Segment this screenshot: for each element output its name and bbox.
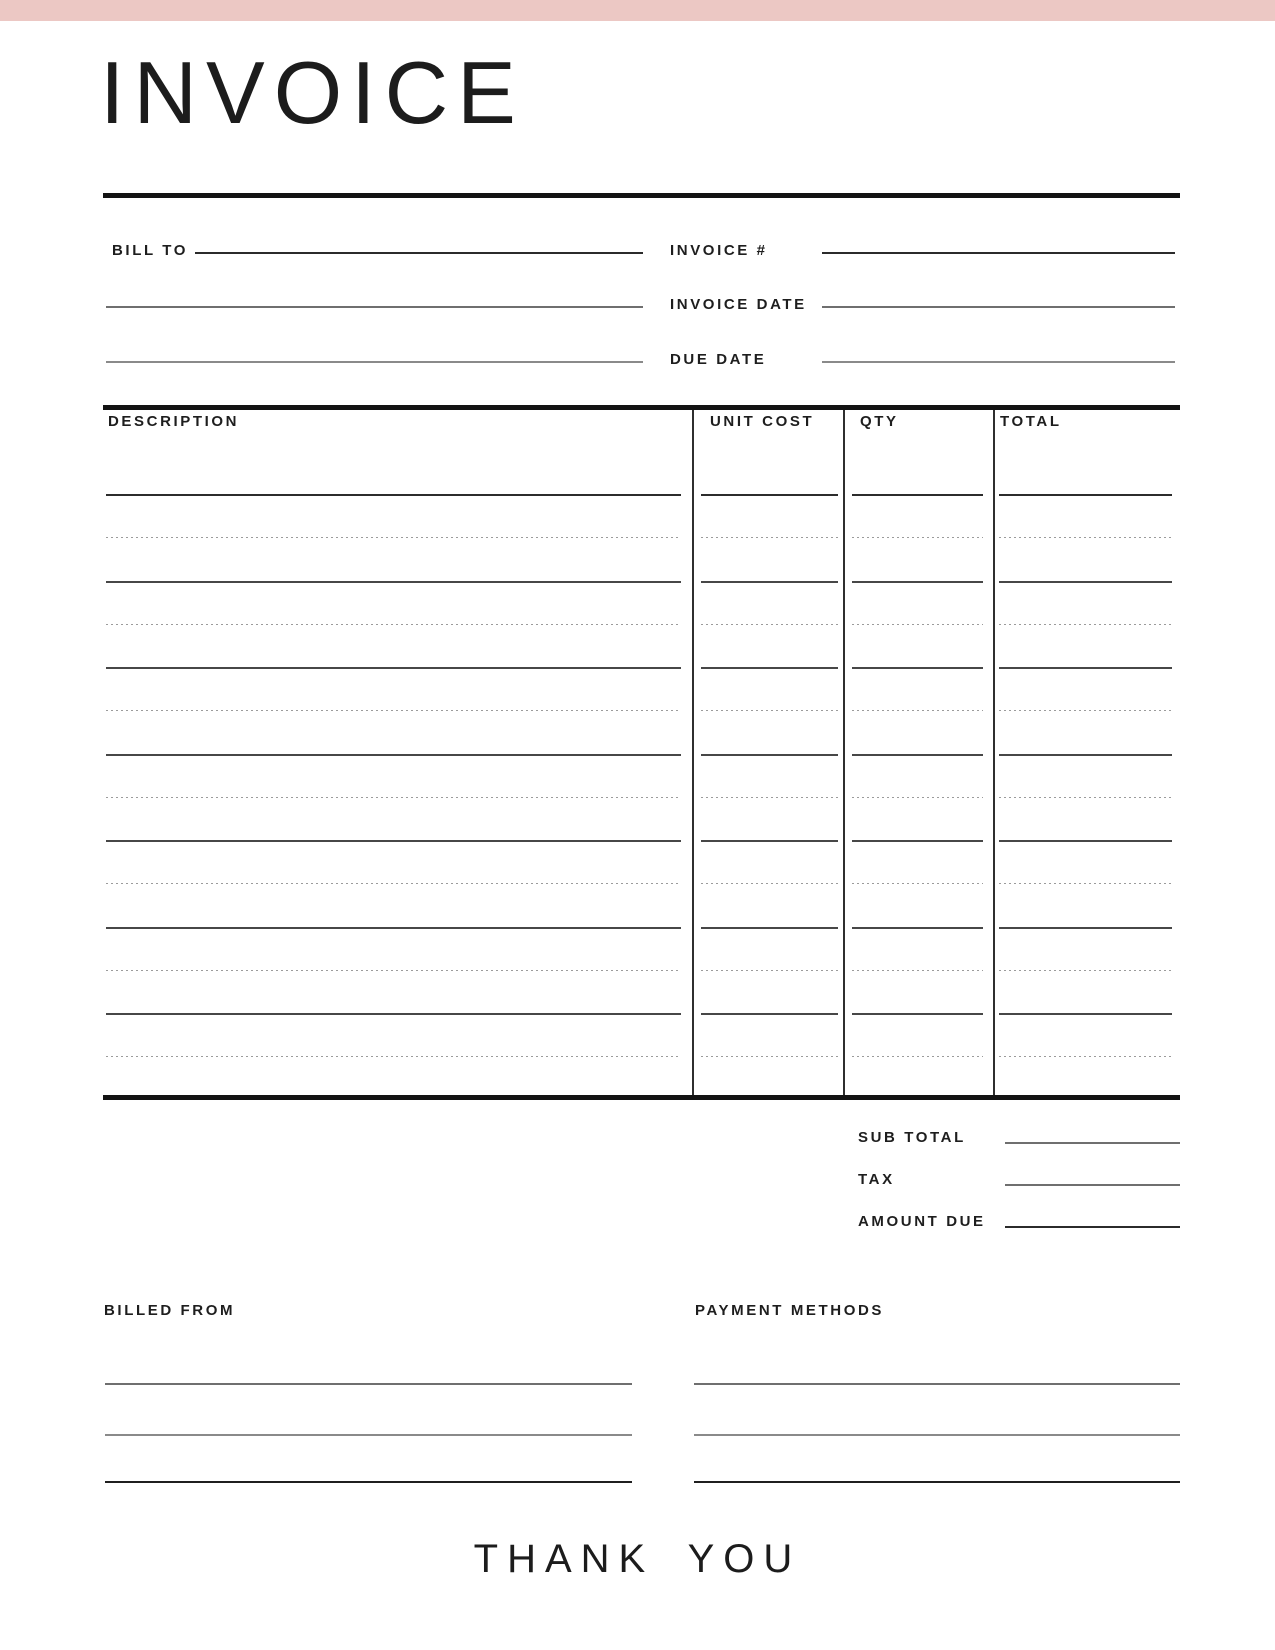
item-cell-line-r2-c2[interactable]: [701, 537, 838, 538]
item-cell-line-r4-c2[interactable]: [701, 624, 838, 625]
bill-to-label: BILL TO: [112, 242, 188, 259]
item-cell-line-r1-c2[interactable]: [701, 494, 838, 496]
invoice-date-line[interactable]: [822, 306, 1175, 308]
item-cell-line-r10-c4[interactable]: [999, 883, 1172, 884]
table-top-border: [103, 405, 1180, 410]
item-cell-line-r1-c1[interactable]: [106, 494, 681, 496]
item-cell-line-r2-c4[interactable]: [999, 537, 1172, 538]
bill-to-line-1[interactable]: [195, 252, 643, 254]
item-cell-line-r13-c2[interactable]: [701, 1013, 838, 1015]
item-cell-line-r12-c2[interactable]: [701, 970, 838, 971]
tax-label: TAX: [858, 1171, 895, 1188]
item-cell-line-r4-c1[interactable]: [106, 624, 681, 625]
payment-methods-line-2[interactable]: [694, 1434, 1180, 1436]
sub-total-label: SUB TOTAL: [858, 1129, 966, 1146]
column-header-unit-cost: UNIT COST: [710, 413, 815, 430]
due-date-line[interactable]: [822, 361, 1175, 363]
item-cell-line-r9-c1[interactable]: [106, 840, 681, 842]
item-cell-line-r5-c3[interactable]: [852, 667, 983, 669]
thank-you-note: THANK YOU: [473, 1537, 802, 1581]
item-cell-line-r10-c1[interactable]: [106, 883, 681, 884]
item-cell-line-r10-c3[interactable]: [852, 883, 983, 884]
billed-from-line-3[interactable]: [105, 1481, 632, 1483]
item-cell-line-r8-c1[interactable]: [106, 797, 681, 798]
item-cell-line-r3-c1[interactable]: [106, 581, 681, 583]
item-cell-line-r1-c3[interactable]: [852, 494, 983, 496]
tax-line[interactable]: [1005, 1184, 1180, 1186]
invoice-number-line[interactable]: [822, 252, 1175, 254]
item-cell-line-r4-c4[interactable]: [999, 624, 1172, 625]
item-cell-line-r9-c2[interactable]: [701, 840, 838, 842]
payment-methods-label: PAYMENT METHODS: [695, 1302, 885, 1319]
item-cell-line-r1-c4[interactable]: [999, 494, 1172, 496]
item-cell-line-r11-c1[interactable]: [106, 927, 681, 929]
accent-bar: [0, 0, 1275, 21]
sub-total-line[interactable]: [1005, 1142, 1180, 1144]
item-cell-line-r2-c3[interactable]: [852, 537, 983, 538]
item-cell-line-r12-c1[interactable]: [106, 970, 681, 971]
item-cell-line-r7-c4[interactable]: [999, 754, 1172, 756]
table-bottom-border: [103, 1095, 1180, 1100]
item-cell-line-r14-c4[interactable]: [999, 1056, 1172, 1057]
billed-from-line-2[interactable]: [105, 1434, 632, 1436]
amount-due-line[interactable]: [1005, 1226, 1180, 1228]
item-cell-line-r8-c2[interactable]: [701, 797, 838, 798]
item-cell-line-r12-c4[interactable]: [999, 970, 1172, 971]
title-divider-rule: [103, 193, 1180, 198]
item-cell-line-r5-c4[interactable]: [999, 667, 1172, 669]
item-cell-line-r3-c2[interactable]: [701, 581, 838, 583]
item-cell-line-r14-c3[interactable]: [852, 1056, 983, 1057]
column-header-total: TOTAL: [1000, 413, 1062, 430]
item-cell-line-r3-c4[interactable]: [999, 581, 1172, 583]
table-divider-3: [993, 410, 995, 1095]
column-header-qty: QTY: [860, 413, 899, 430]
item-cell-line-r9-c3[interactable]: [852, 840, 983, 842]
item-cell-line-r11-c3[interactable]: [852, 927, 983, 929]
item-cell-line-r11-c4[interactable]: [999, 927, 1172, 929]
amount-due-label: AMOUNT DUE: [858, 1213, 986, 1230]
bill-to-line-3[interactable]: [106, 361, 643, 363]
item-cell-line-r8-c4[interactable]: [999, 797, 1172, 798]
invoice-number-label: INVOICE #: [670, 242, 768, 259]
item-cell-line-r6-c2[interactable]: [701, 710, 838, 711]
item-cell-line-r7-c2[interactable]: [701, 754, 838, 756]
item-cell-line-r10-c2[interactable]: [701, 883, 838, 884]
column-header-description: DESCRIPTION: [108, 413, 240, 430]
page-title: INVOICE: [100, 43, 525, 142]
item-cell-line-r5-c2[interactable]: [701, 667, 838, 669]
item-cell-line-r8-c3[interactable]: [852, 797, 983, 798]
bill-to-line-2[interactable]: [106, 306, 643, 308]
item-cell-line-r5-c1[interactable]: [106, 667, 681, 669]
invoice-date-label: INVOICE DATE: [670, 296, 807, 313]
item-cell-line-r13-c1[interactable]: [106, 1013, 681, 1015]
item-cell-line-r13-c3[interactable]: [852, 1013, 983, 1015]
item-cell-line-r3-c3[interactable]: [852, 581, 983, 583]
item-cell-line-r2-c1[interactable]: [106, 537, 681, 538]
item-cell-line-r12-c3[interactable]: [852, 970, 983, 971]
table-divider-2: [843, 410, 845, 1095]
item-cell-line-r13-c4[interactable]: [999, 1013, 1172, 1015]
item-cell-line-r6-c4[interactable]: [999, 710, 1172, 711]
item-cell-line-r9-c4[interactable]: [999, 840, 1172, 842]
payment-methods-line-3[interactable]: [694, 1481, 1180, 1483]
item-cell-line-r6-c3[interactable]: [852, 710, 983, 711]
due-date-label: DUE DATE: [670, 351, 767, 368]
billed-from-label: BILLED FROM: [104, 1302, 236, 1319]
item-cell-line-r11-c2[interactable]: [701, 927, 838, 929]
item-cell-line-r6-c1[interactable]: [106, 710, 681, 711]
item-cell-line-r14-c1[interactable]: [106, 1056, 681, 1057]
payment-methods-line-1[interactable]: [694, 1383, 1180, 1385]
item-cell-line-r7-c1[interactable]: [106, 754, 681, 756]
item-cell-line-r14-c2[interactable]: [701, 1056, 838, 1057]
item-cell-line-r7-c3[interactable]: [852, 754, 983, 756]
table-divider-1: [692, 410, 694, 1095]
item-cell-line-r4-c3[interactable]: [852, 624, 983, 625]
billed-from-line-1[interactable]: [105, 1383, 632, 1385]
